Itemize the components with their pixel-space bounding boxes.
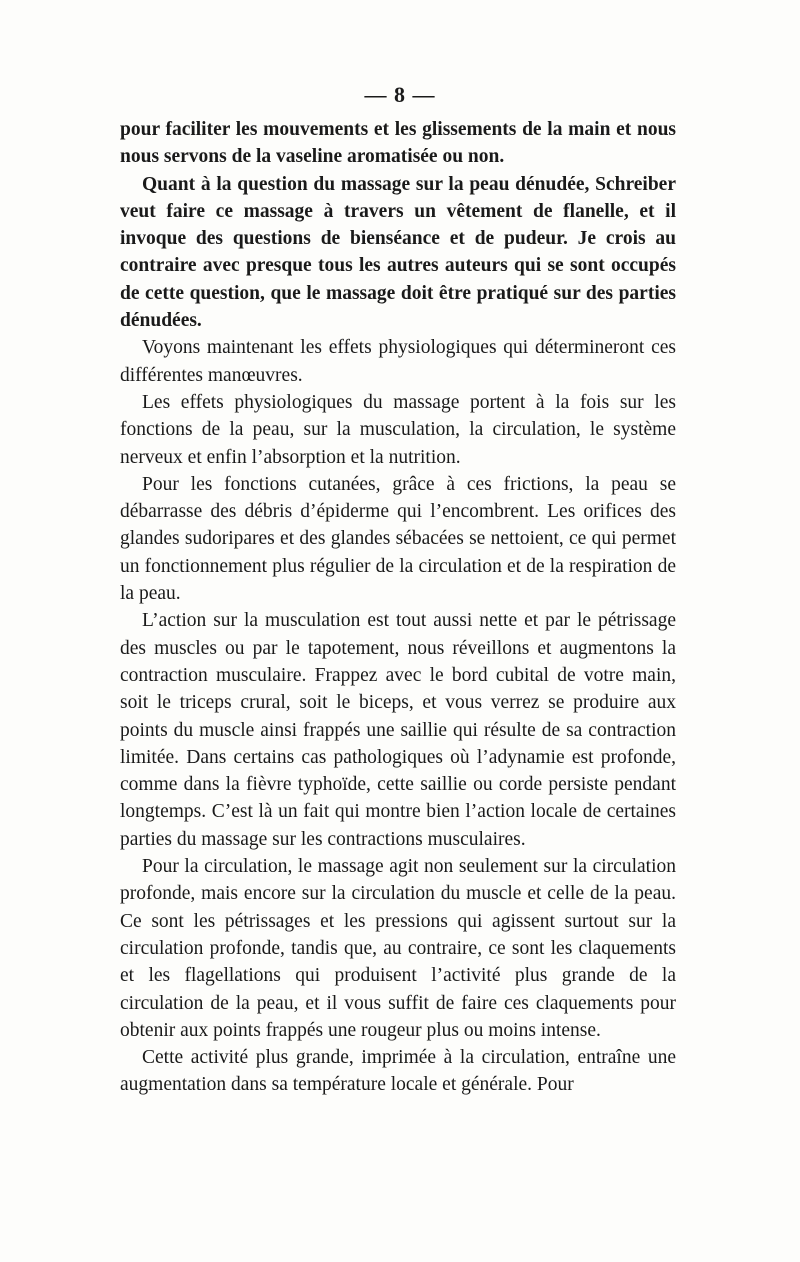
paragraph: Pour la circulation, le massage agit non seulement sur la circulation profonde, mais encore sur la circulation du muscle et celle de la peau. Ce sont les pétrissages et les pressions qui agissent surtout sur la circulation profonde, tandis que, au contraire, ce sont les claquements et les flagellations qui produisent l’activité plus grande de la circulation de la peau, et il vous suffit de faire ces claquements pour obtenir aux points frappés une rougeur plus ou moins intense. xyxy=(120,856,676,1041)
paragraph: Quant à la question du massage sur la peau dénudée, Schreiber veut faire ce massage à travers un vêtement de flanelle, et il invoque des questions de bienséance et de pudeur. Je crois au contraire avec presque tous les autres auteurs qui se sont occupés de cette question, que le massage doit être pratiqué sur des parties dénudées. xyxy=(120,173,676,332)
body-text xyxy=(120,116,676,1099)
page-number: — 8 — xyxy=(364,82,436,107)
paragraph: pour faciliter les mouvements et les glissements de la main et nous nous servons de la vaseline aromatisée ou non. xyxy=(120,119,676,168)
paragraph: Les effets physiologiques du massage portent à la fois sur les fonctions de la peau, sur la musculation, la circulation, le système nerveux et enfin l’absorption et la nutrition. xyxy=(120,391,676,468)
paragraph: Pour les fonctions cutanées, grâce à ces frictions, la peau se débarrasse des débris d’épiderme qui l’encombrent. Les orifices des glandes sudoripares et des glandes sébacées se nettoient, ce qui permet un fonctionnement plus régulier de la circulation et de la respiration de la peau. xyxy=(120,473,676,605)
paragraph: L’action sur la musculation est tout aussi nette et par le pétrissage des muscles ou par le tapotement, nous réveillons et augmentons la contraction musculaire. Frappez avec le bord cubital de votre main, soit le triceps crural, soit le biceps, et vous verrez se produire aux points du muscle ainsi frappés une saillie qui résulte de sa contraction limitée. Dans certains cas pathologiques où l’adynamie est profonde, comme dans la fièvre typhoïde, cette saillie ou corde persiste pendant longtemps. C’est là un fait qui montre bien l’action locale de certaines parties du massage sur les contractions musculaires. xyxy=(120,610,676,850)
paragraph: Cette activité plus grande, imprimée à la circulation, entraîne une augmentation dans sa température locale et générale. Pour xyxy=(120,1047,676,1096)
paragraph: Voyons maintenant les effets physiologiques qui détermineront ces différentes manœuvres. xyxy=(120,337,676,386)
